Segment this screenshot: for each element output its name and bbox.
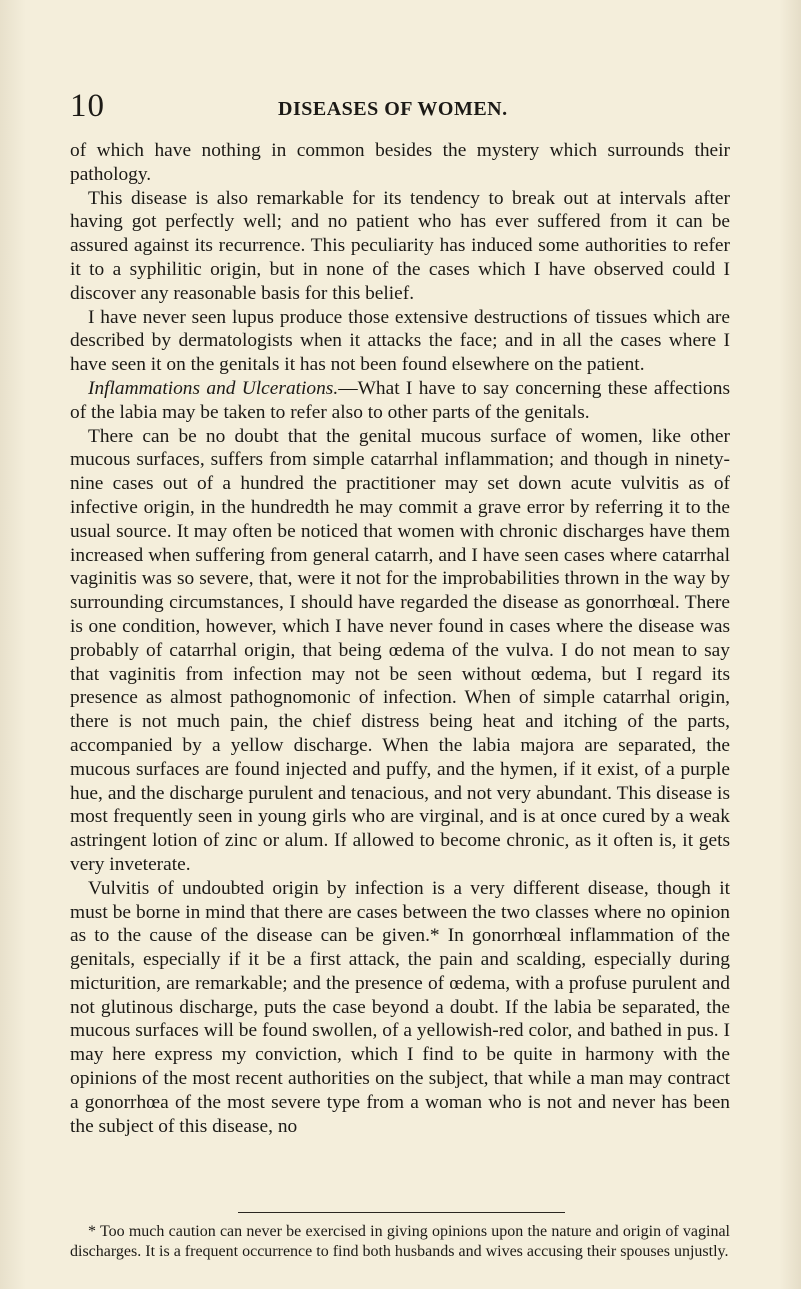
page-number: 10 [70, 88, 105, 124]
paragraph-lupus: I have never seen lupus produce those extensive destructions of tissues which are described by dermatologists when it attacks the face; and in all the cases where I have seen it on the genitals it has not been found elsewhere on the patient. [70, 306, 730, 376]
paragraph-continued: of which have nothing in common besides the mystery which surrounds their pathology. [70, 140, 730, 185]
section-heading: Inflammations and Ulcerations. [88, 377, 339, 399]
footnote-rule [238, 1212, 565, 1213]
paragraph-vulvitis: Vulvitis of undoubted origin by infection is a very different disease, though it must be borne in mind that there are cases between the two classes where no opinion as to the cause of the disease can be given.* In gonorrhœal inflammation of the genitals, especially if it be a first attack, the pain and scalding, especially during micturition, are remarkable; and the presence of œdema, with a profuse purulent and not glutinous discharge, puts the case beyond a doubt. If the labia be separated, the mucous surfaces will be found swollen, of a yellowish-red color, and bathed in pus. I may here express my conviction, which I find to be quite in harmony with the opinions of the most recent authorities on the subject, that while a man may contract a gonorrhœa of the most severe type from a woman who is not and never has been the subject of this disease, no [70, 877, 730, 1137]
page-header [70, 86, 730, 130]
paragraph-recurrence: This disease is also remarkable for its tendency to break out at intervals after having got perfectly well; and no patient who has ever suffered from it can be assured against its recurrence. This peculiarity has induced some authorities to refer it to a syphilitic origin, but in none of the cases which I have observed could I discover any reasonable basis for this belief. [70, 187, 730, 304]
section-heading-text: —What I have to say concerning these affections of the labia may be taken to refer also to other parts of the genitals. [70, 377, 730, 423]
paragraph-catarrhal: There can be no doubt that the genital mucous surface of women, like other mucous surfaces, suffers from simple catarrhal inflammation; and though in ninety-nine cases out of a hundred the practitioner may set down acute vulvitis as of infective origin, in the hundredth he may commit a grave error by referring it to the usual source. It may often be noticed that women with chronic discharges have them increased when suffering from general catarrh, and I have seen cases where catarrhal vaginitis was so severe, that, were it not for the improbabilities thrown in the way by surrounding circumstances, I should have regarded the disease as gonorrhœal. There is one condition, however, which I have never found in cases where the disease was probably of catarrhal origin, that being œdema of the vulva. I do not mean to say that vaginitis from infection may not be seen without œdema, but I regard its presence as almost pathognomonic of infection. When of simple catarrhal origin, there is not much pain, the chief distress being heat and itching of the parts, accompanied by a yellow discharge. When the labia majora are separated, the mucous surfaces are found injected and puffy, and the hymen, if it exist, of a purple hue, and the discharge purulent and tenacious, and not very abundant. This disease is most frequently seen in young girls who are virginal, and is at once cured by a weak astringent lotion of zinc or alum. If allowed to become chronic, as it often is, it gets very inveterate. [70, 425, 730, 875]
footnote: * Too much caution can never be exercised in giving opinions upon the nature and origin of vaginal discharges. It is a frequent occurrence to find both husbands and wives accusing their spouses unjustly. [70, 1223, 730, 1260]
running-head: DISEASES OF WOMEN. [278, 98, 508, 120]
paragraph-inflammations [70, 377, 730, 425]
body-text [70, 139, 730, 1138]
